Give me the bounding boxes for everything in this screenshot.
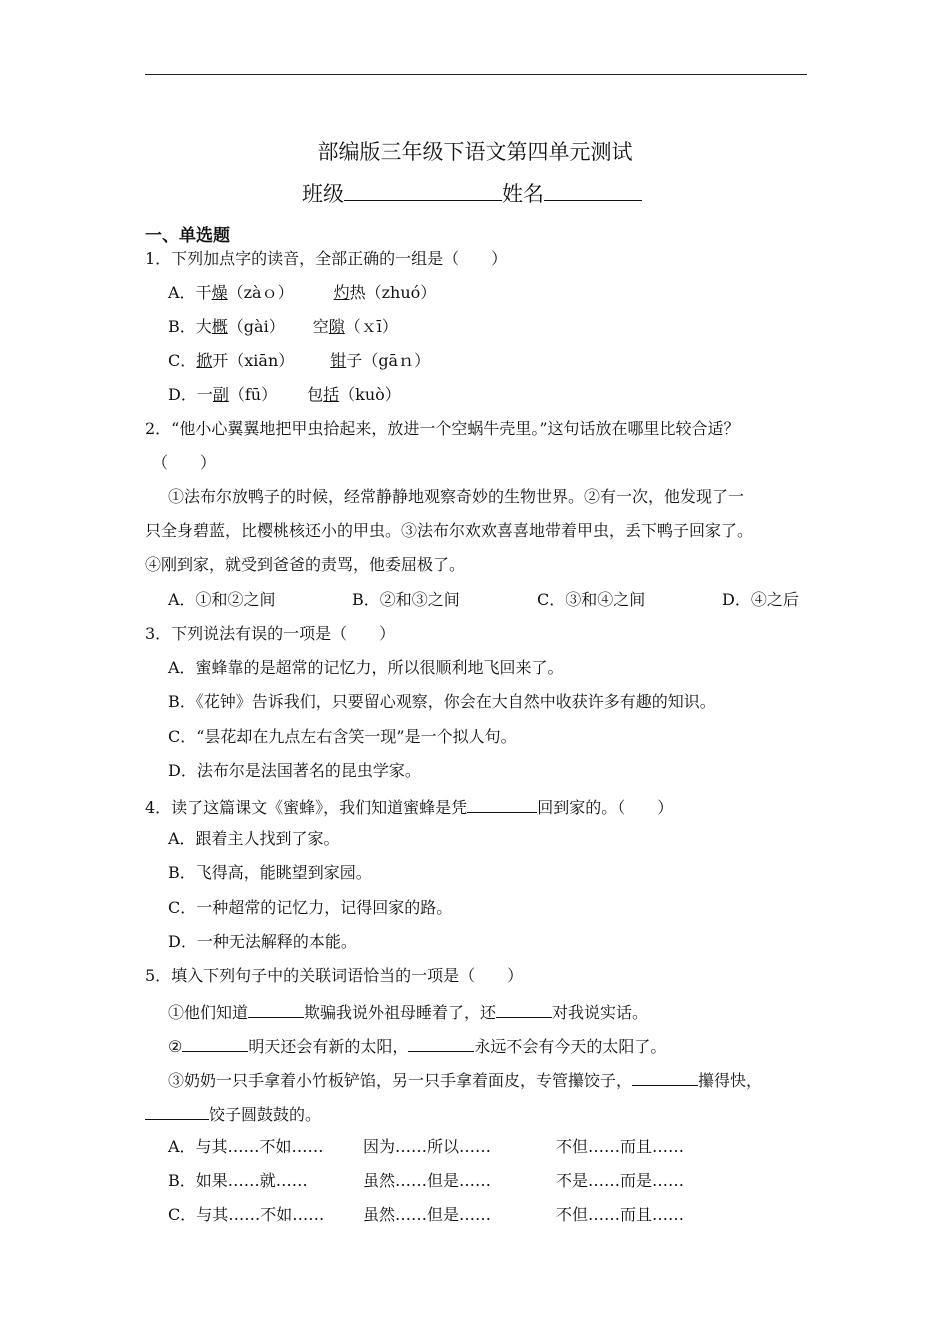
- q2-paren: （ ）: [152, 453, 217, 472]
- q3-stem: 3．下列说法有误的一项是（ ）: [145, 624, 396, 643]
- class-blank[interactable]: [344, 182, 502, 201]
- q5-option-b-part3: 不是……而是……: [556, 1171, 685, 1190]
- q2-passage-line: ①法布尔放鸭子的时候，经常静静地观察奇妙的生物世界。②有一次，他发现了一: [168, 487, 745, 506]
- q5-stem: 5．填入下列句子中的关联词语恰当的一项是（ ）: [145, 966, 524, 985]
- q1-stem: 1．下列加点字的读音，全部正确的一组是（ ）: [145, 249, 508, 268]
- q5-option-a-part2: 因为……所以……: [363, 1137, 492, 1156]
- name-label: 姓名: [502, 182, 544, 206]
- q2-option-a[interactable]: A．①和②之间: [168, 590, 276, 609]
- q5-blank[interactable]: [182, 1033, 248, 1052]
- q2-passage-line: ④刚到家，就受到爸爸的责骂，他委屈极了。: [145, 555, 466, 574]
- q4-stem: 4．读了这篇课文《蜜蜂》，我们知道蜜蜂是凭 回到家的。（ ）: [145, 794, 673, 819]
- q5-blank[interactable]: [408, 1033, 474, 1052]
- page-title: 部编版三年级下语文第四单元测试: [317, 140, 633, 164]
- q3-option-c[interactable]: C．“昙花却在九点左右含笑一现”是一个拟人句。: [168, 727, 517, 746]
- header-rule: [145, 74, 807, 75]
- name-blank[interactable]: [544, 182, 642, 201]
- q2-passage-line: 只全身碧蓝，比樱桃核还小的甲虫。③法布尔欢欢喜喜地带着甲虫，丢下鸭子回家了。: [145, 521, 754, 540]
- q4-option-c[interactable]: C．一种超常的记忆力，记得回家的路。: [168, 898, 453, 917]
- q5-option-a-part3: 不但……而且……: [556, 1137, 685, 1156]
- q4-blank[interactable]: [467, 794, 537, 813]
- q5-sentence-3: ③奶奶一只手拿着小竹板铲馅，另一只手拿着面皮，专管攥饺子， 攥得快，: [168, 1067, 762, 1092]
- q2-stem: 2．“他小心翼翼地把甲虫拾起来，放进一个空蜗牛壳里。”这句话放在哪里比较合适？: [145, 419, 740, 438]
- q5-option-b-part2: 虽然……但是……: [363, 1171, 492, 1190]
- q5-blank[interactable]: [496, 999, 552, 1018]
- q5-blank[interactable]: [248, 999, 304, 1018]
- q3-option-b[interactable]: B．《花钟》告诉我们，只要留心观察，你会在大自然中收获许多有趣的知识。: [168, 692, 716, 711]
- q4-option-d[interactable]: D．一种无法解释的本能。: [168, 932, 357, 951]
- q5-blank[interactable]: [145, 1101, 209, 1120]
- q2-option-d[interactable]: D．④之后: [722, 590, 799, 609]
- q5-option-c-part3: 不但……而且……: [556, 1205, 685, 1224]
- q5-sentence-1: ①他们知道 欺骗我说外祖母睡着了，还 对我说实话。: [168, 999, 648, 1024]
- section-title: 一、单选题: [145, 226, 230, 246]
- q5-option-a[interactable]: A．与其……不如……: [168, 1137, 324, 1156]
- q2-option-c[interactable]: C．③和④之间: [537, 590, 646, 609]
- q1-option-a[interactable]: A．干燥（zàｏ） 灼热（zhuó）: [168, 283, 437, 302]
- q4-option-b[interactable]: B．飞得高，能眺望到家园。: [168, 863, 372, 882]
- q1-option-b[interactable]: B．大概（gài） 空隙（ｘī）: [168, 317, 398, 336]
- class-label: 班级: [302, 182, 344, 206]
- q5-option-c-part2: 虽然……但是……: [363, 1205, 492, 1224]
- q4-option-a[interactable]: A．跟着主人找到了家。: [168, 829, 340, 848]
- q5-option-c[interactable]: C．与其……不如……: [168, 1205, 325, 1224]
- student-info: [302, 180, 642, 208]
- q1-option-c[interactable]: C．掀开（xiān） 钳子（gāｎ）: [168, 351, 431, 370]
- q5-sentence-3-cont: 饺子圆鼓鼓的。: [145, 1101, 321, 1126]
- q5-blank[interactable]: [632, 1067, 698, 1086]
- q5-option-b[interactable]: B．如果……就……: [168, 1171, 308, 1190]
- q3-option-d[interactable]: D．法布尔是法国著名的昆虫学家。: [168, 761, 421, 780]
- q2-option-b[interactable]: B．②和③之间: [352, 590, 460, 609]
- q5-sentence-2: ② 明天还会有新的太阳， 永远不会有今天的太阳了。: [168, 1033, 666, 1058]
- q1-option-d[interactable]: D．一副（fū） 包括（kuò）: [168, 385, 401, 404]
- q3-option-a[interactable]: A．蜜蜂靠的是超常的记忆力，所以很顺利地飞回来了。: [168, 658, 564, 677]
